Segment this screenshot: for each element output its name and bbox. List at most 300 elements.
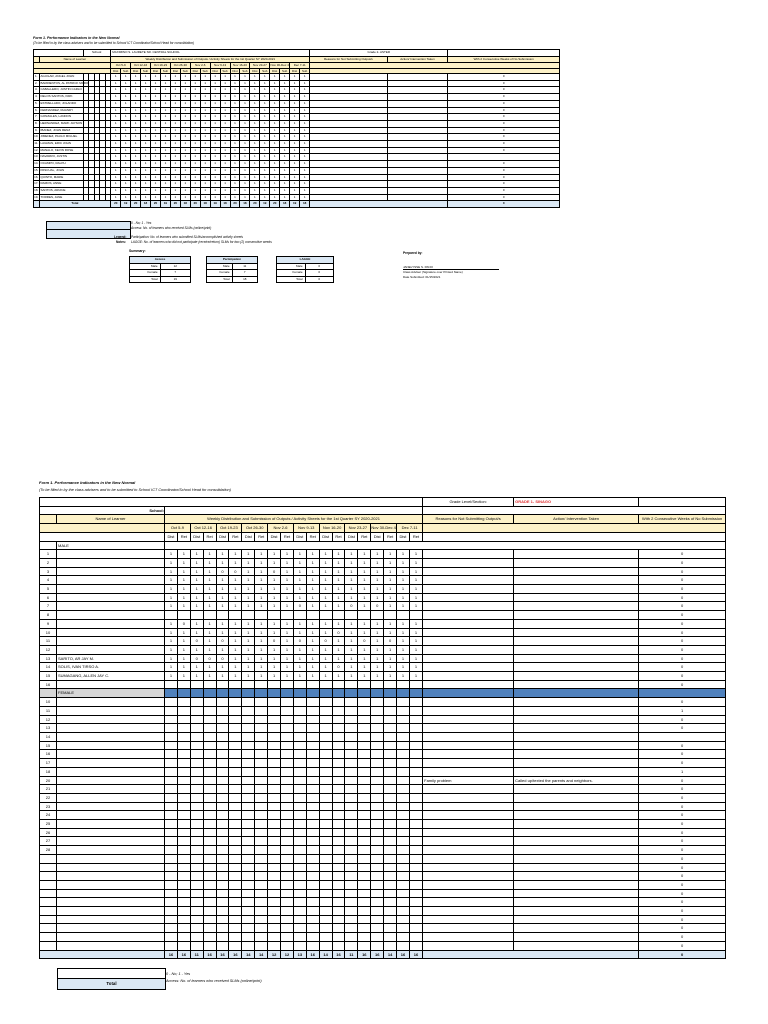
mark-cell: 1	[170, 127, 180, 134]
mark-cell: 1	[216, 645, 229, 654]
mark-cell	[268, 933, 281, 942]
total-cell: 11	[190, 950, 203, 959]
blank-cell	[40, 524, 165, 533]
mark-cell	[397, 889, 410, 898]
total-cell: 14	[255, 950, 268, 959]
mark-cell: 1	[255, 602, 268, 611]
action-cell	[514, 863, 639, 872]
mark-cell	[165, 846, 178, 855]
mark-cell: 1	[111, 154, 121, 161]
reason-cell	[310, 154, 387, 161]
mark-cell	[319, 732, 332, 741]
mark-cell: 1	[210, 127, 220, 134]
mark-cell: 1	[281, 585, 294, 594]
mark-cell	[332, 854, 345, 863]
mark-cell: 1	[177, 672, 190, 681]
table-row	[34, 134, 560, 141]
row-number: 14.	[34, 161, 40, 168]
mark-cell	[371, 846, 384, 855]
mark-cell	[190, 854, 203, 863]
table-row	[40, 872, 726, 881]
learner-name: FERNANDEZ, RHANDY	[39, 107, 83, 114]
mark-cell	[281, 907, 294, 916]
mark-cell: 1	[290, 134, 300, 141]
mark-cell: 1	[230, 80, 240, 87]
mark-cell: 1	[131, 114, 141, 121]
mark-cell: 1	[121, 120, 131, 127]
mark-cell	[216, 776, 229, 785]
total-cell: 20	[270, 201, 280, 208]
mark-cell	[216, 715, 229, 724]
mark-cell	[165, 872, 178, 881]
consecutive-flag: 0	[639, 924, 726, 933]
mark-cell: 1	[358, 558, 371, 567]
mark-cell: 1	[165, 672, 178, 681]
mark-cell: 1	[111, 107, 121, 114]
sub-label: Sub	[141, 68, 151, 73]
mark-cell	[177, 741, 190, 750]
mark-cell: 1	[281, 602, 294, 611]
consecutive-flag: 0	[448, 94, 560, 101]
mark-cell: 0	[268, 637, 281, 646]
mark-cell	[332, 802, 345, 811]
learner-name: BARRIENTOS, AL PATRICK MARIO	[39, 80, 83, 87]
mark-cell: 1	[180, 134, 190, 141]
mark-cell: 1	[319, 619, 332, 628]
mark-cell: 1	[358, 576, 371, 585]
mark-cell	[229, 933, 242, 942]
mark-cell: 1	[121, 94, 131, 101]
consecutive-flag: 0	[639, 776, 726, 785]
sub-label: Dist	[131, 68, 141, 73]
mark-cell: 1	[151, 74, 161, 81]
mark-cell: 1	[121, 161, 131, 168]
mark-cell: 1	[230, 167, 240, 174]
week-label: Oct 5-9	[111, 63, 131, 68]
mark-cell: 1	[409, 637, 422, 646]
mark-cell	[384, 741, 397, 750]
summary-lagge: LAGGE Male 0 Female 0 Total 0	[276, 256, 334, 283]
mark-cell: 1	[210, 141, 220, 148]
mark-cell: 1	[230, 94, 240, 101]
mark-cell: 1	[111, 141, 121, 148]
learner-name: SUMAGANG, ALLEN JAY C.	[57, 672, 165, 681]
mark-cell	[242, 863, 255, 872]
mark-cell: 1	[203, 558, 216, 567]
mark-cell: 1	[141, 114, 151, 121]
mark-cell	[216, 793, 229, 802]
mark-cell: 1	[141, 100, 151, 107]
mark-cell: 1	[121, 194, 131, 201]
table-row	[34, 87, 560, 94]
mark-cell	[268, 776, 281, 785]
mark-cell: 1	[306, 645, 319, 654]
blank-cell	[423, 532, 726, 541]
consecutive-flag: 0	[639, 863, 726, 872]
mark-cell	[255, 907, 268, 916]
mark-cell: 1	[160, 74, 170, 81]
mark-cell: 1	[270, 114, 280, 121]
total-row	[34, 201, 560, 208]
mark-cell	[203, 611, 216, 620]
mark-cell	[397, 802, 410, 811]
mark-cell: 1	[300, 147, 310, 154]
mark-cell	[319, 741, 332, 750]
action-cell	[514, 645, 639, 654]
total-cell: 19	[210, 201, 220, 208]
mark-cell: 1	[151, 174, 161, 181]
mark-cell: 1	[270, 100, 280, 107]
sub-label: Ret	[384, 532, 397, 541]
mark-cell: 1	[268, 550, 281, 559]
sub-label: Ret	[306, 532, 319, 541]
consecutive-flag: 0	[639, 593, 726, 602]
mark-cell: 1	[345, 576, 358, 585]
total-cell: 20	[151, 201, 161, 208]
mark-cell	[177, 915, 190, 924]
mark-cell: 1	[111, 100, 121, 107]
mark-cell: 1	[409, 567, 422, 576]
mark-cell	[165, 898, 178, 907]
mark-cell	[216, 680, 229, 689]
mark-cell	[177, 898, 190, 907]
mark-cell: 1	[210, 181, 220, 188]
sub-label: Sub	[180, 68, 190, 73]
total-cell: 18	[220, 201, 230, 208]
mark-cell	[397, 907, 410, 916]
learner-name: PASCUAL, JOHN	[39, 167, 83, 174]
mark-cell: 1	[250, 120, 260, 127]
mark-cell	[203, 741, 216, 750]
mark-cell	[229, 706, 242, 715]
female-label: FEMALE	[57, 689, 165, 698]
action-cell	[514, 706, 639, 715]
mark-cell	[345, 828, 358, 837]
mark-cell: 1	[141, 141, 151, 148]
mark-cell: 1	[306, 619, 319, 628]
mark-cell	[255, 793, 268, 802]
mark-cell	[177, 846, 190, 855]
mark-cell	[268, 889, 281, 898]
sub-label: Ret	[255, 532, 268, 541]
mark-cell: 1	[177, 585, 190, 594]
mark-cell: 1	[290, 107, 300, 114]
mark-cell: 1	[203, 585, 216, 594]
consecutive-flag: 0	[639, 715, 726, 724]
mark-cell	[190, 811, 203, 820]
mark-cell	[345, 715, 358, 724]
mark-cell: 1	[250, 167, 260, 174]
mark-cell: 1	[200, 114, 210, 121]
mark-cell	[242, 811, 255, 820]
mark-cell: 1	[177, 628, 190, 637]
mark-cell: 1	[180, 194, 190, 201]
reason-cell	[310, 74, 387, 81]
consecutive-flag: 0	[448, 114, 560, 121]
action-cell	[387, 141, 448, 148]
mark-cell	[203, 915, 216, 924]
mark-cell	[165, 698, 178, 707]
learner-name	[57, 802, 165, 811]
mark-cell: 1	[203, 663, 216, 672]
mark-cell: 1	[268, 663, 281, 672]
mark-cell: 1	[260, 87, 270, 94]
mark-cell	[255, 854, 268, 863]
mark-cell	[177, 924, 190, 933]
mark-cell: 1	[180, 120, 190, 127]
mark-cell: 1	[255, 558, 268, 567]
mark-cell: 1	[280, 154, 290, 161]
mark-cell: 1	[203, 628, 216, 637]
legend2-line-1: 0 - No; 1 - Yes	[166, 972, 191, 976]
mark-cell	[371, 863, 384, 872]
mark-cell: 1	[270, 141, 280, 148]
mark-cell	[268, 828, 281, 837]
mark-cell: 1	[170, 181, 180, 188]
mark-cell	[177, 732, 190, 741]
mark-cell: 1	[190, 619, 203, 628]
mark-cell: 1	[358, 550, 371, 559]
mark-cell	[384, 941, 397, 950]
mark-cell: 1	[358, 672, 371, 681]
mark-cell: 1	[203, 672, 216, 681]
mark-cell: 1	[280, 167, 290, 174]
mark-cell: 1	[165, 602, 178, 611]
mark-cell: 1	[250, 154, 260, 161]
reason-cell	[310, 194, 387, 201]
reason-cell	[310, 127, 387, 134]
reason-cell	[310, 107, 387, 114]
mark-cell	[255, 846, 268, 855]
mark-cell	[371, 915, 384, 924]
week-label: Nov 9-13	[293, 524, 319, 533]
mark-cell: 1	[141, 167, 151, 174]
total-cell: 19	[290, 201, 300, 208]
mark-cell: 1	[280, 134, 290, 141]
mark-cell	[281, 802, 294, 811]
mark-cell: 1	[260, 161, 270, 168]
mark-cell	[229, 715, 242, 724]
consecutive-flag: 0	[448, 167, 560, 174]
mark-cell: 1	[250, 181, 260, 188]
mark-cell: 1	[190, 194, 200, 201]
mark-cell	[332, 880, 345, 889]
mark-cell: 1	[300, 100, 310, 107]
mark-cell: 1	[281, 654, 294, 663]
header-reasons: Reasons for Not Submitting Output/s	[423, 515, 514, 524]
action-cell	[514, 724, 639, 733]
mark-cell	[409, 863, 422, 872]
mark-cell	[216, 898, 229, 907]
mark-cell	[332, 924, 345, 933]
mark-cell	[384, 680, 397, 689]
band-cell	[639, 689, 726, 698]
mark-cell	[242, 880, 255, 889]
mark-cell	[268, 924, 281, 933]
mark-cell	[384, 880, 397, 889]
mark-cell: 1	[358, 619, 371, 628]
mark-cell: 1	[397, 550, 410, 559]
sheet2-subtitle: (To be filled in by the class advisers and to be submitted to School ICT Coordinator/School Head for consolidation)	[39, 488, 231, 492]
mark-cell	[242, 750, 255, 759]
mark-cell	[332, 680, 345, 689]
mark-cell: 1	[180, 114, 190, 121]
action-cell	[514, 619, 639, 628]
mark-cell: 1	[240, 94, 250, 101]
mark-cell: 1	[190, 141, 200, 148]
mark-cell: 1	[260, 107, 270, 114]
mark-cell	[319, 889, 332, 898]
mark-cell	[358, 872, 371, 881]
mark-cell: 1	[240, 161, 250, 168]
mark-cell: 1	[371, 558, 384, 567]
mark-cell	[345, 846, 358, 855]
mark-cell	[165, 776, 178, 785]
sub-label: Dist	[170, 68, 180, 73]
reason-cell	[423, 672, 514, 681]
mark-cell	[358, 750, 371, 759]
sub-label: Sub	[121, 68, 131, 73]
mark-cell	[384, 776, 397, 785]
action-cell	[387, 147, 448, 154]
mark-cell	[203, 750, 216, 759]
consecutive-flag: 0	[639, 837, 726, 846]
total-cell: 16	[229, 950, 242, 959]
mark-cell	[358, 715, 371, 724]
mark-cell: 1	[240, 167, 250, 174]
sub-label: Dist	[242, 532, 255, 541]
consecutive-flag: 0	[448, 100, 560, 107]
mark-cell	[242, 698, 255, 707]
mark-cell	[203, 820, 216, 829]
mark-cell: 1	[290, 94, 300, 101]
learner-name: SARITO, AR JAY M.	[57, 654, 165, 663]
mark-cell: 0	[345, 602, 358, 611]
learner-name	[57, 637, 165, 646]
learner-name	[57, 715, 165, 724]
mark-cell	[242, 680, 255, 689]
mark-cell: 1	[111, 147, 121, 154]
mark-cell	[268, 872, 281, 881]
mark-cell	[358, 802, 371, 811]
sub-label: Sub	[260, 68, 270, 73]
band-cell	[203, 689, 216, 698]
mark-cell: 1	[210, 187, 220, 194]
sub-label: Dist	[216, 532, 229, 541]
mark-cell	[293, 915, 306, 924]
mark-cell	[165, 915, 178, 924]
mark-cell	[216, 820, 229, 829]
sheet2-title: Form 1. Performance Indicators in the New Normal	[39, 480, 136, 485]
mark-cell	[229, 846, 242, 855]
mark-cell	[255, 872, 268, 881]
consecutive-flag: 0	[639, 941, 726, 950]
mark-cell: 1	[397, 619, 410, 628]
mark-cell: 1	[203, 593, 216, 602]
mark-cell: 1	[160, 181, 170, 188]
table-row	[34, 74, 560, 81]
mark-cell: 1	[170, 194, 180, 201]
mark-cell	[229, 802, 242, 811]
mark-cell: 1	[190, 558, 203, 567]
mark-cell: 1	[151, 94, 161, 101]
mark-cell: 1	[200, 80, 210, 87]
band-cell	[255, 689, 268, 698]
mark-cell	[165, 924, 178, 933]
mark-cell	[203, 785, 216, 794]
mark-cell: 1	[319, 645, 332, 654]
mark-cell	[332, 837, 345, 846]
mark-cell	[216, 907, 229, 916]
row-number: 11.	[34, 141, 40, 148]
mark-cell	[216, 811, 229, 820]
mark-cell: 1	[300, 194, 310, 201]
table-row	[40, 898, 726, 907]
mark-cell: 1	[220, 134, 230, 141]
consecutive-flag: 0	[448, 181, 560, 188]
mark-cell	[358, 933, 371, 942]
mark-cell	[319, 793, 332, 802]
mark-cell	[397, 880, 410, 889]
mark-cell	[319, 802, 332, 811]
mark-cell: 1	[345, 567, 358, 576]
mark-cell: 1	[332, 619, 345, 628]
mark-cell	[293, 933, 306, 942]
mark-cell: 1	[281, 576, 294, 585]
week-label: Nov 16-20	[230, 63, 250, 68]
table-row	[40, 724, 726, 733]
mark-cell	[203, 776, 216, 785]
total-cell: 19	[160, 201, 170, 208]
mark-cell: 1	[151, 100, 161, 107]
mark-cell	[242, 732, 255, 741]
mark-cell: 1	[250, 147, 260, 154]
mark-cell	[384, 924, 397, 933]
table-row	[40, 750, 726, 759]
mark-cell	[306, 611, 319, 620]
mark-cell	[293, 776, 306, 785]
mark-cell: 1	[260, 174, 270, 181]
mark-cell: 1	[170, 147, 180, 154]
mark-cell: 1	[290, 74, 300, 81]
mark-cell	[242, 846, 255, 855]
mark-cell: 1	[190, 628, 203, 637]
mark-cell: 1	[230, 187, 240, 194]
mark-cell	[203, 724, 216, 733]
mark-cell	[358, 776, 371, 785]
row-number: 1.	[34, 74, 40, 81]
mark-cell: 1	[260, 127, 270, 134]
mark-cell: 1	[203, 567, 216, 576]
reason-cell	[310, 174, 387, 181]
learner-name: JIMENEZ, PAULO MIGUEL	[39, 134, 83, 141]
mark-cell: 1	[319, 672, 332, 681]
mark-cell	[397, 680, 410, 689]
mark-cell: 1	[358, 602, 371, 611]
mark-cell: 1	[332, 602, 345, 611]
mark-cell	[255, 820, 268, 829]
sub-label: Dist	[190, 68, 200, 73]
mark-cell	[268, 811, 281, 820]
mark-cell	[397, 759, 410, 768]
mark-cell: 1	[290, 87, 300, 94]
mark-cell: 1	[216, 602, 229, 611]
mark-cell: 0	[177, 619, 190, 628]
mark-cell: 1	[151, 161, 161, 168]
mark-cell	[358, 898, 371, 907]
mark-cell: 1	[260, 154, 270, 161]
mark-cell: 1	[384, 602, 397, 611]
